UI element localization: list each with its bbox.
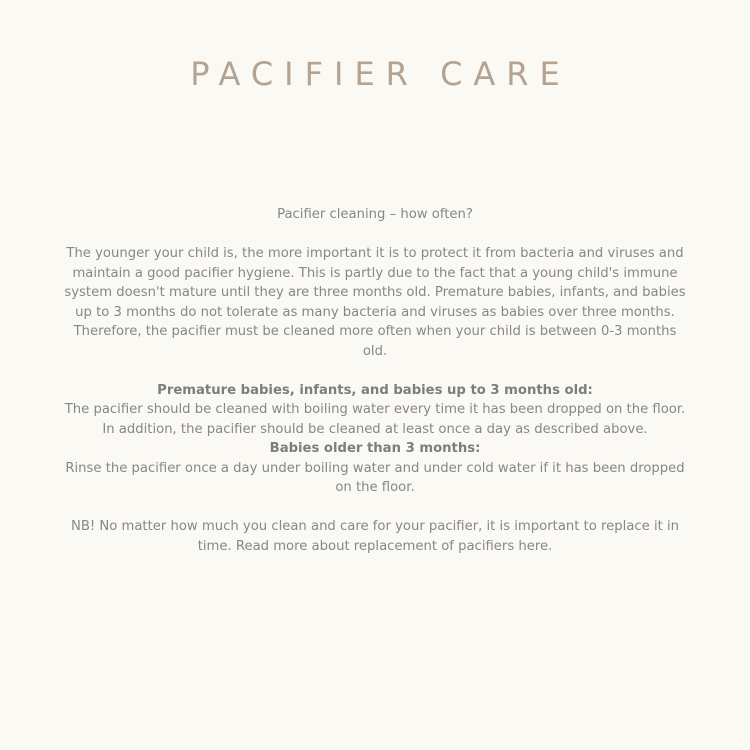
group-heading-young: Premature babies, infants, and babies up to 3 months old: [157,382,593,398]
spacer [60,498,690,518]
spacer [60,225,690,245]
group-heading-older: Babies older than 3 months: [269,441,481,456]
section-heading: Pacifier cleaning – how often? [277,207,473,222]
group-text-young: The pacifier should be cleaned with boiling water every time it has been dropped on the floor. In addition, the pacifier should be cleaned at least once a day as described above. [64,402,686,437]
article-content [60,205,690,556]
note-paragraph: NB! No matter how much you clean and care for your pacifier, it is important to replace it in time. Read more about replacement of pacifiers here. [70,519,680,554]
page-title: PACIFIER CARE [190,55,571,93]
intro-paragraph: The younger your child is, the more important it is to protect it from bacteria and viruses and maintain a good pacifier hygiene. This is partly due to the fact that a young child's immune system doesn't mature until they are three months old. Premature babies, infants, and babies up to 3 months do not tolerate as many bacteria and viruses as babies over three months. Therefore, the pacifier must be cleaned more often when your child is between 0-3 months old. [64,246,686,359]
spacer [60,361,690,381]
group-text-older: Rinse the pacifier once a day under boiling water and under cold water if it has been dropped on the floor. [65,460,685,495]
